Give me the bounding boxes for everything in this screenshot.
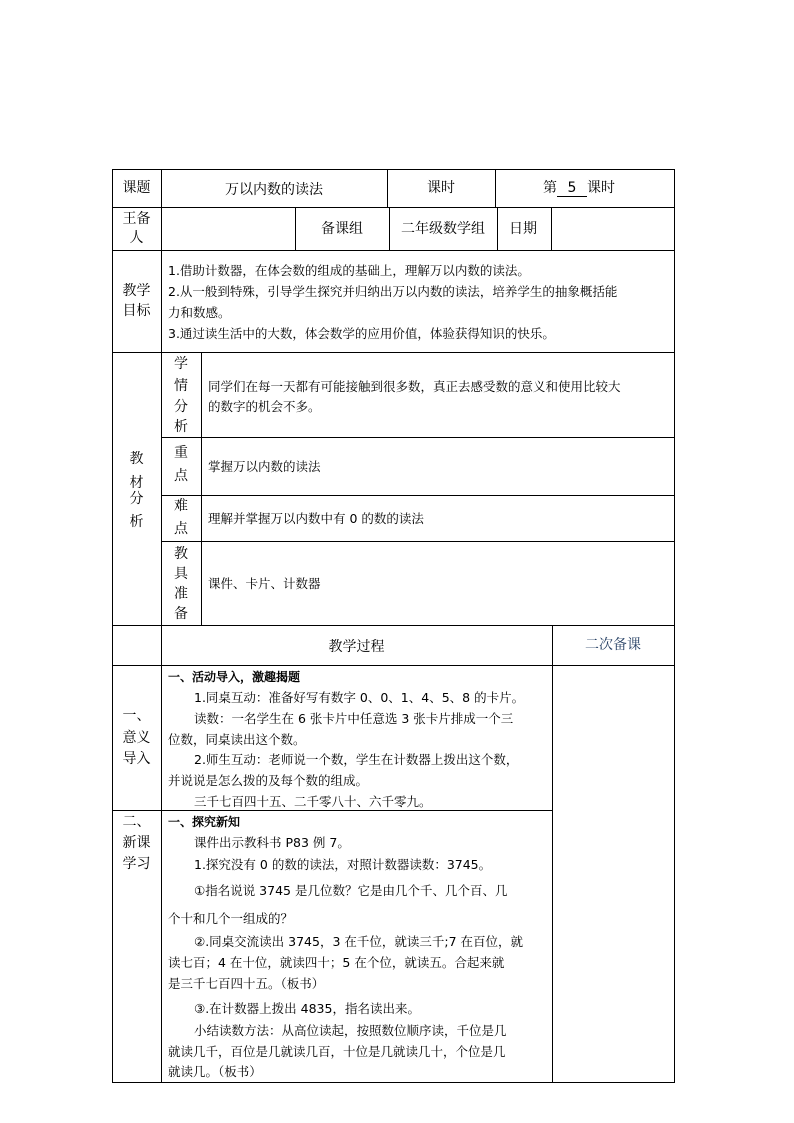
- analysis-label-1: 教: [129, 451, 144, 467]
- goals-label-1: 教学: [122, 283, 151, 299]
- section2-line-2: 1.探究没有 0 的数的读法，对照计数器读数：3745。: [194, 857, 492, 872]
- section2-line-6: 读七百；4 在十位，就读四十；5 在个位，就读五。合起来就: [168, 955, 505, 970]
- student-label-4: 析: [174, 419, 188, 435]
- section1-label-2: 意义: [122, 730, 151, 746]
- section2-line-3: ①指名说说 3745 是几位数？它是由几个千、几个百、几: [194, 883, 508, 898]
- section1-line-2: 读数：一名学生在 6 张卡片中任意选 3 张卡片排成一个三: [194, 711, 514, 726]
- section1-label-3: 导入: [122, 751, 151, 767]
- topic-label: 课题: [122, 180, 151, 196]
- section1-heading: 一、活动导入，激趣揭题: [168, 670, 301, 684]
- period-number: 5: [557, 181, 587, 197]
- section2-line-10: 就读几千，百位是几就读几百，十位是几就读几十，个位是几: [168, 1044, 506, 1059]
- tools-label-2: 具: [174, 566, 188, 582]
- tools-label-1: 教: [174, 546, 188, 562]
- section1-line-6: 三千七百四十五、二千零八十、六千零九。: [194, 794, 432, 809]
- key-label-2: 点: [174, 468, 188, 484]
- section2-label-2: 新课: [122, 835, 151, 851]
- group-label: 备课组: [321, 221, 363, 237]
- section1-line-4: 2.师生互动：老师说一个数，学生在计数器上拨出这个数，: [194, 752, 519, 767]
- student-label-2: 情: [174, 378, 188, 394]
- difficulty-text: 理解并掌握万以内数中有 0 的数的读法: [208, 511, 424, 526]
- tools-label-4: 备: [174, 606, 188, 622]
- period-label: 课时: [427, 180, 455, 196]
- second-prep-title: 二次备课: [585, 637, 641, 653]
- process-title: 教学过程: [328, 639, 385, 655]
- analysis-label-4: 析: [129, 514, 144, 530]
- preparer-label-1: 王备: [122, 211, 151, 227]
- student-text-2: 的数字的机会不多。: [208, 399, 321, 414]
- key-label-1: 重: [174, 445, 188, 461]
- topic-value: 万以内数的读法: [225, 182, 323, 198]
- goals-label-2: 目标: [122, 303, 151, 319]
- student-text-1: 同学们在每一天都有可能接触到很多数，真正去感受数的意义和使用比较大: [208, 379, 621, 394]
- goal-line-3: 力和数感。: [168, 305, 231, 320]
- goal-line-2: 2.从一般到特殊，引导学生探究并归纳出万以内数的读法，培养学生的抽象概括能: [168, 284, 618, 299]
- section2-line-8: ③.在计数器上拨出 4835，指名读出来。: [194, 1001, 420, 1016]
- section2-line-1: 课件出示教科书 P83 例 7。: [194, 835, 350, 850]
- date-label: 日期: [509, 221, 537, 237]
- goal-line-4: 3.通过读生活中的大数，体会数学的应用价值，体验获得知识的快乐。: [168, 326, 555, 341]
- student-label-3: 分: [174, 399, 188, 415]
- section2-line-9: 小结读数方法：从高位读起，按照数位顺序读，千位是几: [194, 1023, 507, 1038]
- student-label-1: 学: [174, 356, 188, 372]
- tools-text: 课件、卡片、计数器: [208, 576, 321, 591]
- key-text: 掌握万以内数的读法: [208, 459, 321, 474]
- section2-label-1: 二、: [122, 814, 151, 830]
- tools-label-3: 准: [174, 586, 188, 602]
- section2-line-4: 个十和几个一组成的？: [168, 911, 294, 926]
- group-value: 二年级数学组: [401, 221, 485, 237]
- section1-line-3: 位数，同桌读出这个数。: [168, 732, 306, 747]
- analysis-label-2: 材: [129, 475, 144, 491]
- section2-line-5: ②.同桌交流读出 3745，3 在千位，就读三千;7 在百位，就: [194, 934, 524, 949]
- period-value: 第 5 课时: [543, 180, 615, 196]
- preparer-label-2: 人: [129, 230, 144, 246]
- difficulty-label-2: 点: [174, 521, 188, 537]
- section1-label-1: 一、: [122, 708, 151, 724]
- section2-line-11: 就读几。（板书）: [168, 1064, 262, 1079]
- analysis-label-3: 分: [129, 491, 144, 507]
- goal-line-1: 1.借助计数器，在体会数的组成的基础上，理解万以内数的读法。: [168, 263, 530, 278]
- section1-line-1: 1.同桌互动：准备好写有数字 0、0、1、4、5、8 的卡片。: [194, 690, 525, 705]
- section2-heading: 一、探究新知: [168, 815, 241, 829]
- difficulty-label-1: 难: [174, 498, 188, 514]
- section2-label-3: 学习: [122, 856, 151, 872]
- section2-line-7: 是三千七百四十五。（板书）: [168, 976, 325, 991]
- section1-line-5: 并说说是怎么拨的及每个数的组成。: [168, 773, 369, 788]
